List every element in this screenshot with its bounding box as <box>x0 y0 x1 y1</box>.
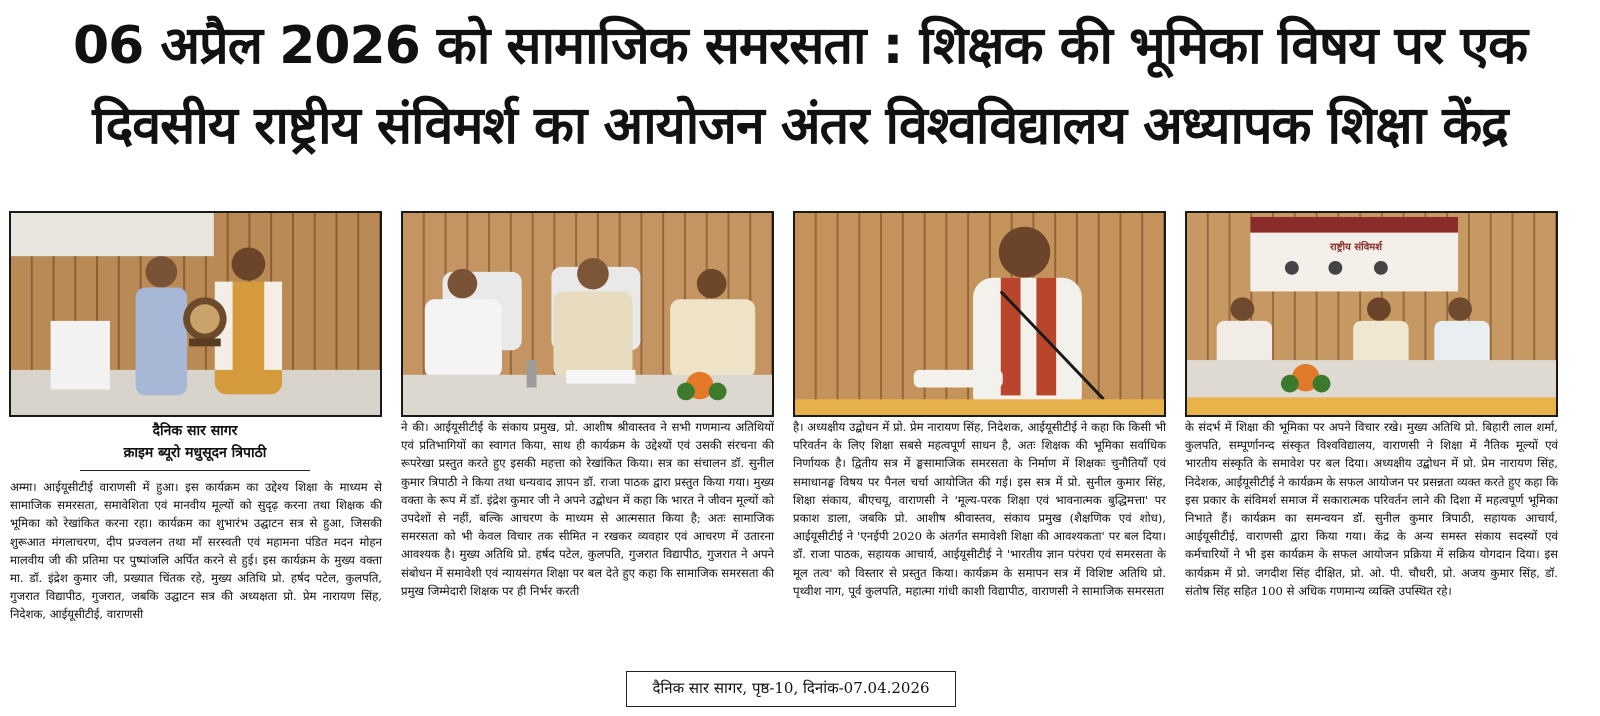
photo-speaker-podium <box>793 211 1166 417</box>
headline-line-1: 06 अप्रैल 2026 को सामाजिक समरसता : शिक्षक की भूमिका विषय पर एक <box>72 16 1528 76</box>
headline-line-2: दिवसीय राष्ट्रीय संविमर्श का आयोजन अंतर विश्वविद्यालय अध्यापक शिक्षा केंद्र <box>92 96 1508 156</box>
headline <box>0 6 1600 166</box>
article-column-3: है। अध्यक्षीय उद्बोधन में प्रो. प्रेम नारायण सिंह, निदेशक, आईयूसीटीई ने कहा कि किसी भी परिवर्तन के लिए शिक्षा सबसे महत्वपूर्ण साधन है, अतः शिक्षक की भूमिका सर्वाधिक निर्णायक है। द्वितीय सत्र में ङ्घसामाजिक समरसता के निर्माण में शिक्षकः चुनौतियाँ एवं समाधानङ्घ विषय पर पैनल चर्चा आयोजित की गई। इस सत्र में प्रो. सुनील कुमार सिंह, शिक्षा संकाय, बीएचयू, वाराणसी ने 'मूल्य-परक शिक्षा एवं भावनात्मक बुद्धिमत्ता' पर प्रकाश डाला, जबकि प्रो. आशीष श्रीवास्तव, संकाय प्रमुख (शैक्षणिक एवं शोध), आईयूसीटीई ने 'एनईपी 2020 के अंतर्गत समावेशी शिक्षा की आवश्यकता' पर बल दिया। डॉ. राजा पाठक, सहायक आचार्य, आईयूसीटीई ने 'भारतीय ज्ञान परंपरा एवं समरसता के मूल तत्व' को विस्तार से प्रस्तुत किया। कार्यक्रम के समापन सत्र में विशिष्ट अतिथि प्रो. पृथ्वीश नाग, पूर्व कुलपति, महात्मा गांधी काशी विद्यापीठ, वाराणसी ने सामाजिक समरसता <box>793 420 1166 598</box>
byline-rule <box>80 470 310 471</box>
byline-reporter: क्राइम ब्यूरो मधुसूदन त्रिपाठी <box>123 445 267 461</box>
photo-stage-panel <box>1185 211 1558 417</box>
footer-citation: दैनिक सार सागर, पृष्ठ-10, दिनांक-07.04.2026 <box>626 671 956 707</box>
photo-dignitaries-seated <box>401 211 774 417</box>
photo-dignitaries-illustration <box>403 213 772 415</box>
photo-memento-presentation <box>9 211 382 417</box>
photo-speaker-illustration <box>795 213 1164 415</box>
photo-memento-illustration <box>11 213 380 415</box>
photo-screen-title: राष्ट्रीय संविमर्श <box>1329 242 1383 253</box>
byline <box>10 420 380 471</box>
byline-publication: दैनिक सार सागर <box>152 423 238 439</box>
article-column-1: अम्मा। आईयूसीटीई वाराणसी में हुआ। इस कार्यक्रम का उद्देश्य शिक्षा के माध्यम से सामाजिक समरसता, समावेशिता एवं मानवीय मूल्यों को सुदृढ़ करना तथा शिक्षक की भूमिका को रेखांकित करना रहा। कार्यक्रम का शुभारंभ उद्घाटन सत्र से हुआ, जिसकी शुरूआत मंगलाचरण, दीप प्रज्वलन तथा माँ सरस्वती एवं महामना पंडित मदन मोहन मालवीय जी की प्रतिमा पर पुष्पांजलि अर्पित करने से हुई। इस कार्यक्रम के मुख्य वक्ता मा. डॉ. इंद्रेश कुमार जी, प्रख्यात चिंतक रहे, मुख्य अतिथि प्रो. हर्षद पटेल, कुलपति, गुजरात विद्यापीठ, गुजरात, जबकि उद्घाटन सत्र की अध्यक्षता प्रो. प्रेम नारायण सिंह, निदेशक, आईयूसीटीई, वाराणसी <box>10 480 382 622</box>
article-column-2: ने की। आईयूसीटीई के संकाय प्रमुख, प्रो. आशीष श्रीवास्तव ने सभी गणमान्य अतिथियों एवं प्रतिभागियों का स्वागत किया, साथ ही कार्यक्रम के उद्देश्यों एवं उसकी संरचना की रूपरेखा प्रस्तुत करते हुए इसकी महत्ता को रेखांकित किया। सत्र का संचालन डॉ. सुनील कुमार त्रिपाठी ने किया तथा धन्यवाद ज्ञापन डॉ. राजा पाठक द्वारा प्रस्तुत किया गया। मुख्य वक्ता के रूप में डॉ. इंद्रेश कुमार जी ने अपने उद्बोधन में कहा कि भारत ने जीवन मूल्यों को उपदेशों से नहीं, बल्कि आचरण के माध्यम से आत्मसात किया है; अतः सामाजिक समरसता को भी केवल विचार तक सीमित न रखकर व्यवहार एवं आचरण में उतारना आवश्यक है। मुख्य अतिथि प्रो. हर्षद पटेल, कुलपति, गुजरात विद्यापीठ, गुजरात ने अपने संबोधन में समावेशी एवं न्यायसंगत शिक्षा पर बल देते हुए कहा कि सामाजिक समरसता की प्रमुख जिम्मेदारी शिक्षक पर ही निर्भर करती <box>401 420 774 598</box>
article-column-4: के संदर्भ में शिक्षा की भूमिका पर अपने विचार रखे। मुख्य अतिथि प्रो. बिहारी लाल शर्मा, कुलपति, सम्पूर्णानन्द संस्कृत विश्वविद्यालय, वाराणसी ने शिक्षा में नैतिक मूल्यों एवं भारतीय संस्कृति के समावेश पर बल दिया। अध्यक्षीय उद्बोधन में प्रो. प्रेम नारायण सिंह, निदेशक, आईयूसीटीई ने कार्यक्रम के सफल आयोजन पर प्रसन्नता व्यक्त करते हुए कहा कि इस प्रकार के संविमर्श समाज में सकारात्मक परिवर्तन लाने की दिशा में महत्वपूर्ण भूमिका निभाते हैं। कार्यक्रम का समन्वयन डॉ. सुनील कुमार त्रिपाठी, सहायक आचार्य, आईयूसीटीई, वाराणसी द्वारा किया गया। केंद्र के अन्य समस्त संकाय सदस्यों एवं कर्मचारियों ने भी इस कार्यक्रम के सफल आयोजन प्रक्रिया में सक्रिय योगदान दिया। इस कार्यक्रम में प्रो. जगदीश सिंह दीक्षित, प्रो. ओ. पी. चौधरी, प्रो. अजय कुमार सिंह, डॉ. संतोष सिंह सहित 100 से अधिक गणमान्य व्यक्ति उपस्थित रहे। <box>1185 420 1558 598</box>
